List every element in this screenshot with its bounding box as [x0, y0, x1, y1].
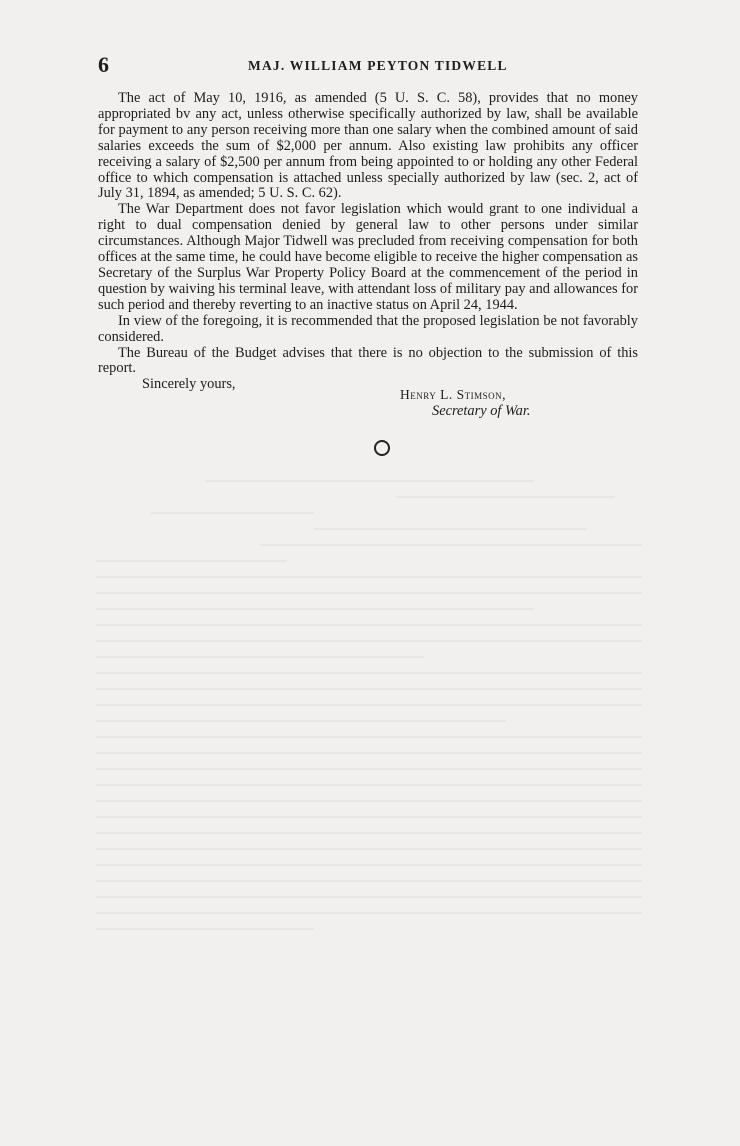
paragraph-recommendation: In view of the foregoing, it is recommended that the proposed legislation be not favorably considered. — [98, 312, 638, 345]
signatory-name: Henry L. Stimson, — [400, 387, 507, 402]
signature-block — [400, 386, 610, 420]
paragraph-budget-bureau: The Bureau of the Budget advises that there is no objection to the submission of this report. — [98, 344, 638, 377]
bleed-through-texture — [96, 480, 642, 1110]
paragraph-dual-salary-law: The act of May 10, 1916, as amended (5 U. S. C. 58), provides that no money appropriated bv any act, unless otherwise specifically authorized by law, shall be available for payment to any person receiving more than one salary when the combined amount of said salaries exceeds the sum of $2,000 per annum. Also existing law prohibits any officer receiving a salary of $2,500 per annum from being appointed to or holding any other Federal office to which compensation is attached unless specially authorized by law (sec. 2, act of July 31, 1894, as amended; 5 U. S. C. 62). — [98, 90, 638, 202]
signatory-title: Secretary of War. — [432, 403, 531, 419]
page-header — [98, 54, 638, 78]
page-number: 6 — [98, 52, 109, 77]
running-title: MAJ. WILLIAM PEYTON TIDWELL — [248, 58, 508, 73]
letter-body — [98, 91, 638, 393]
paragraph-war-department-position: The War Department does not favor legislation which would grant to one individual a right to dual compensation denied by general law to other persons under similar circumstances. Although Major Tidwell was precluded from receiving compensation for both offices at the same time, he could have become eligible to receive the higher compensation as Secretary of the Surplus War Property Policy Board at the commencement of the period in question by waiving his terminal leave, with attendant loss of military pay and allowances for such period and thereby reverting to an inactive status on April 24, 1944. — [98, 201, 638, 313]
closing-salutation: Sincerely yours, — [142, 376, 236, 393]
circle-mark-icon — [374, 440, 390, 456]
